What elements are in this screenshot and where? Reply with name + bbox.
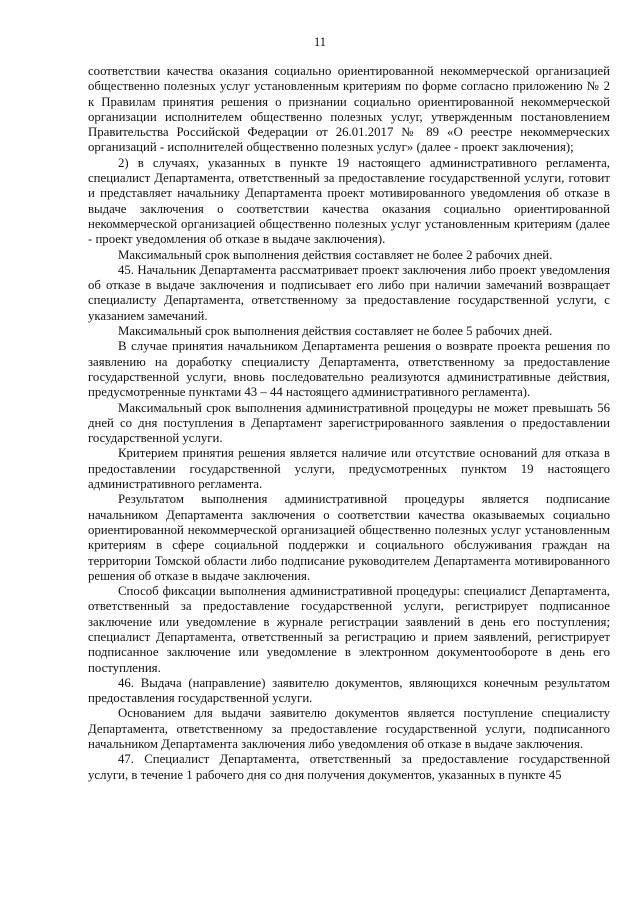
paragraph-decision-criterion: Критерием принятия решения является наличие или отсутствие оснований для отказа в предоставлении государственной услуги, предусмотренных пунктом 19 настоящего административного регламента. [88,446,610,492]
paragraph-47: 47. Специалист Департамента, ответственный за предоставление государственной услуги, в течение 1 рабочего дня со дня получения документов, указанных в пункте 45 [88,752,610,782]
paragraph-max-term-5-days: Максимальный срок выполнения действия составляет не более 5 рабочих дней. [118,324,553,339]
paragraph-max-term-2-days: Максимальный срок выполнения действия составляет не более 2 рабочих дней. [118,247,553,262]
paragraph-return-for-revision: В случае принятия начальником Департамента решения о возврате проекта решения по заявлению на доработку специалисту Департамента, ответственному за предоставление государственной услуги, вновь последовательно реализуются административные действия, предусмотренные пунктами 43 – 44 настоящего административного регламента). [88,339,610,400]
paragraph-46: 46. Выдача (направление) заявителю документов, являющихся конечным результатом предоставления государственной услуги. [88,675,610,706]
body-text [88,64,610,783]
paragraph-basis-for-issuance: Основанием для выдачи заявителю документов является поступление специалисту Департамента, ответственному за предоставление государственной услуги, подписанного начальником Департамента заключения либо уведомления об отказе в выдаче заключения. [88,706,610,752]
paragraph-item-2: 2) в случаях, указанных в пункте 19 настоящего административного регламента, специалист Департамента, ответственный за предоставление государственной услуги, готовит и представляет начальнику Департамента проект мотивированного уведомления об отказе в выдаче заключения о соответствии качества оказания социально ориентированной некоммерческой организацией общественно полезных услуг установленным критериям (далее - проект уведомления об отказе в выдаче заключения). [88,155,610,247]
paragraph-max-term-procedure: Максимальный срок выполнения административной процедуры не может превышать 56 дней со дня поступления в Департамент зарегистрированного заявления о предоставлении государственной услуги. [88,400,610,446]
paragraph-continuation: соответствии качества оказания социально ориентированной некоммерческой организацией общественно полезных услуг установленным критериям по форме согласно приложению № 2 к Правилам принятия решения о признании социально ориентированной некоммерческой организации исполнителем общественно полезных услуг, утвержденным постановлением Правительства Российской Федерации от 26.01.2017 № 89 «О реестре некоммерческих организаций - исполнителей общественно полезных услуг» (далее - проект заключения); [88,64,610,155]
page-number: 11 [313,35,327,49]
paragraph-procedure-result: Результатом выполнения административной процедуры является подписание начальником Департамента заключения о соответствии качества оказываемых социально ориентированной некоммерческой организацией общественно полезных услуг установленным критериям в сфере социальной поддержки и социального обслуживания граждан на территории Томской области либо подписание руководителем Департамента мотивированного решения об отказе в выдаче заключения. [88,492,610,583]
paragraph-45: 45. Начальник Департамента рассматривает проект заключения либо проект уведомления об отказе в выдаче заключения и подписывает его либо при наличии замечаний возвращает специалисту Департамента, ответственному за предоставление государственной услуги, с указанием замечаний. [88,262,610,323]
paragraph-fixation-method: Способ фиксации выполнения административной процедуры: специалист Департамента, ответственный за предоставление государственной услуги, регистрирует подписанное заключение или уведомление в журнале регистрации заявлений в день его поступления; специалист Департамента, ответственный за регистрацию и прием заявлений, регистрирует подписанное заключение или уведомление в электронном документообороте в день его поступления. [88,584,610,675]
